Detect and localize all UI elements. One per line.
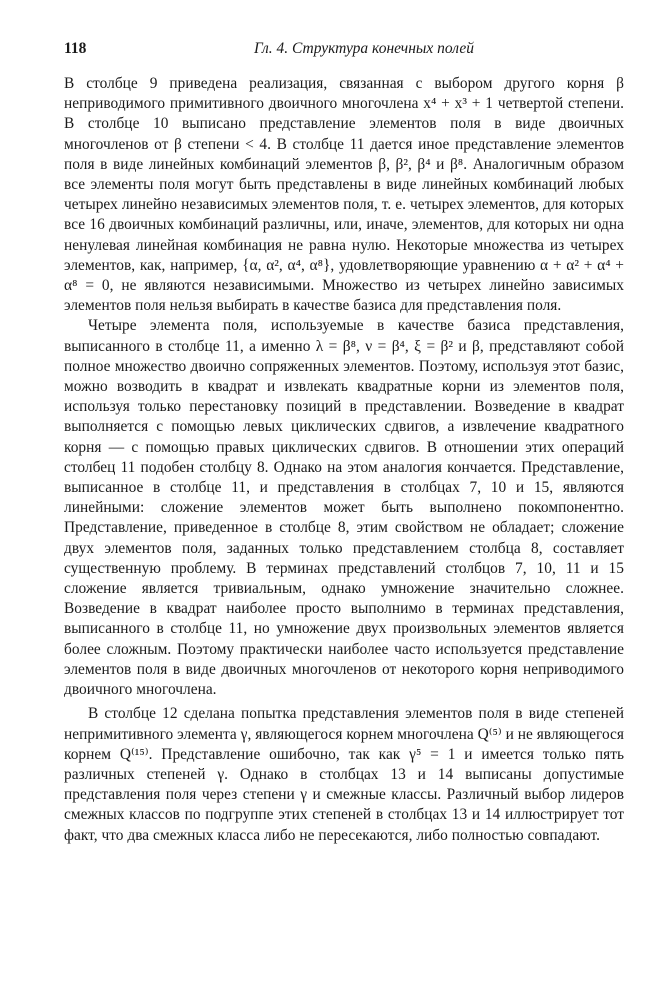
- page-number: 118: [64, 40, 87, 57]
- page-header: [64, 40, 624, 64]
- paragraph-1: В столбце 9 приведена реализация, связанная с выбором другого корня β неприводимого примитивного двоичного многочлена x⁴ + x³ + 1 четвертой степени. В столбце 10 выписано представление элементов поля в виде двоичных многочленов от β степени < 4. В столбце 11 дается иное представление элементов поля в виде линейных комбинаций элементов β, β², β⁴ и β⁸. Аналогичным образом все элементы поля могут быть представлены в виде линейных комбинаций любых четырех линейно независимых элементов поля, т. е. четырех элементов, для которых все 16 двоичных комбинаций различны, или, иначе, элементов, для которых ни одна ненулевая линейная комбинация не равна нулю. Некоторые множества из четырех элементов, как, например, {α, α², α⁴, α⁸}, удовлетворяющие уравнению α + α² + α⁴ + α⁸ = 0, не являются независимыми. Множество из четырех линейно зависимых элементов поля нельзя выбирать в качестве базиса для представления поля.: [64, 75, 624, 315]
- book-page: [64, 40, 624, 846]
- paragraph-2: Четыре элемента поля, используемые в качестве базиса представления, выписанного в столбце 11, а именно λ = β⁸, ν = β⁴, ξ = β² и β, представляют собой полное множество двоично сопряженных элементов. Поэтому, используя этот базис, можно возводить в квадрат и извлекать квадратные корни из элементов поля, используя только перестановку позиций в представлении. Возведение в квадрат выполняется с помощью левых циклических сдвигов, а извлечение квадратного корня — с помощью правых циклических сдвигов. В отношении этих операций столбец 11 подобен столбцу 8. Однако на этом аналогия кончается. Представление, выписанное в столбце 11, и представления в столбцах 7, 10 и 15, являются линейными: сложение элементов может быть выполнено покомпонентно. Представление, приведенное в столбце 8, этим свойством не обладает; сложение двух элементов поля, заданных только представлением столбца 8, составляет существенную проблему. В терминах представлений столбцов 7, 10, 11 и 15 сложение является тривиальным, однако умножение значительно сложнее. Возведение в квадрат наиболее просто выполнимо в терминах представления, выписанного в столбце 11, но умножение двух произвольных элементов является более сложным. Поэтому практически наиболее часто используется представление элементов поля в виде двоичных многочленов от некоторого корня неприводимого двоичного многочлена.: [64, 317, 624, 699]
- body-text: [64, 74, 624, 846]
- paragraph-3: В столбце 12 сделана попытка представления элементов поля в виде степеней непримитивного элемента γ, являющегося корнем многочлена Q⁽⁵⁾ и не являющегося корнем Q⁽¹⁵⁾. Представление ошибочно, так как γ⁵ = 1 и имеется только пять различных степеней γ. Однако в столбцах 13 и 14 выписаны допустимые представления поля через степени γ и смежные классы. Различный выбор лидеров смежных классов по подгруппе этих степеней в столбцах 13 и 14 иллюстрирует тот факт, что два смежных класса либо не пересекаются, либо полностью совпадают.: [64, 705, 624, 844]
- running-title: Гл. 4. Структура конечных полей: [253, 40, 475, 57]
